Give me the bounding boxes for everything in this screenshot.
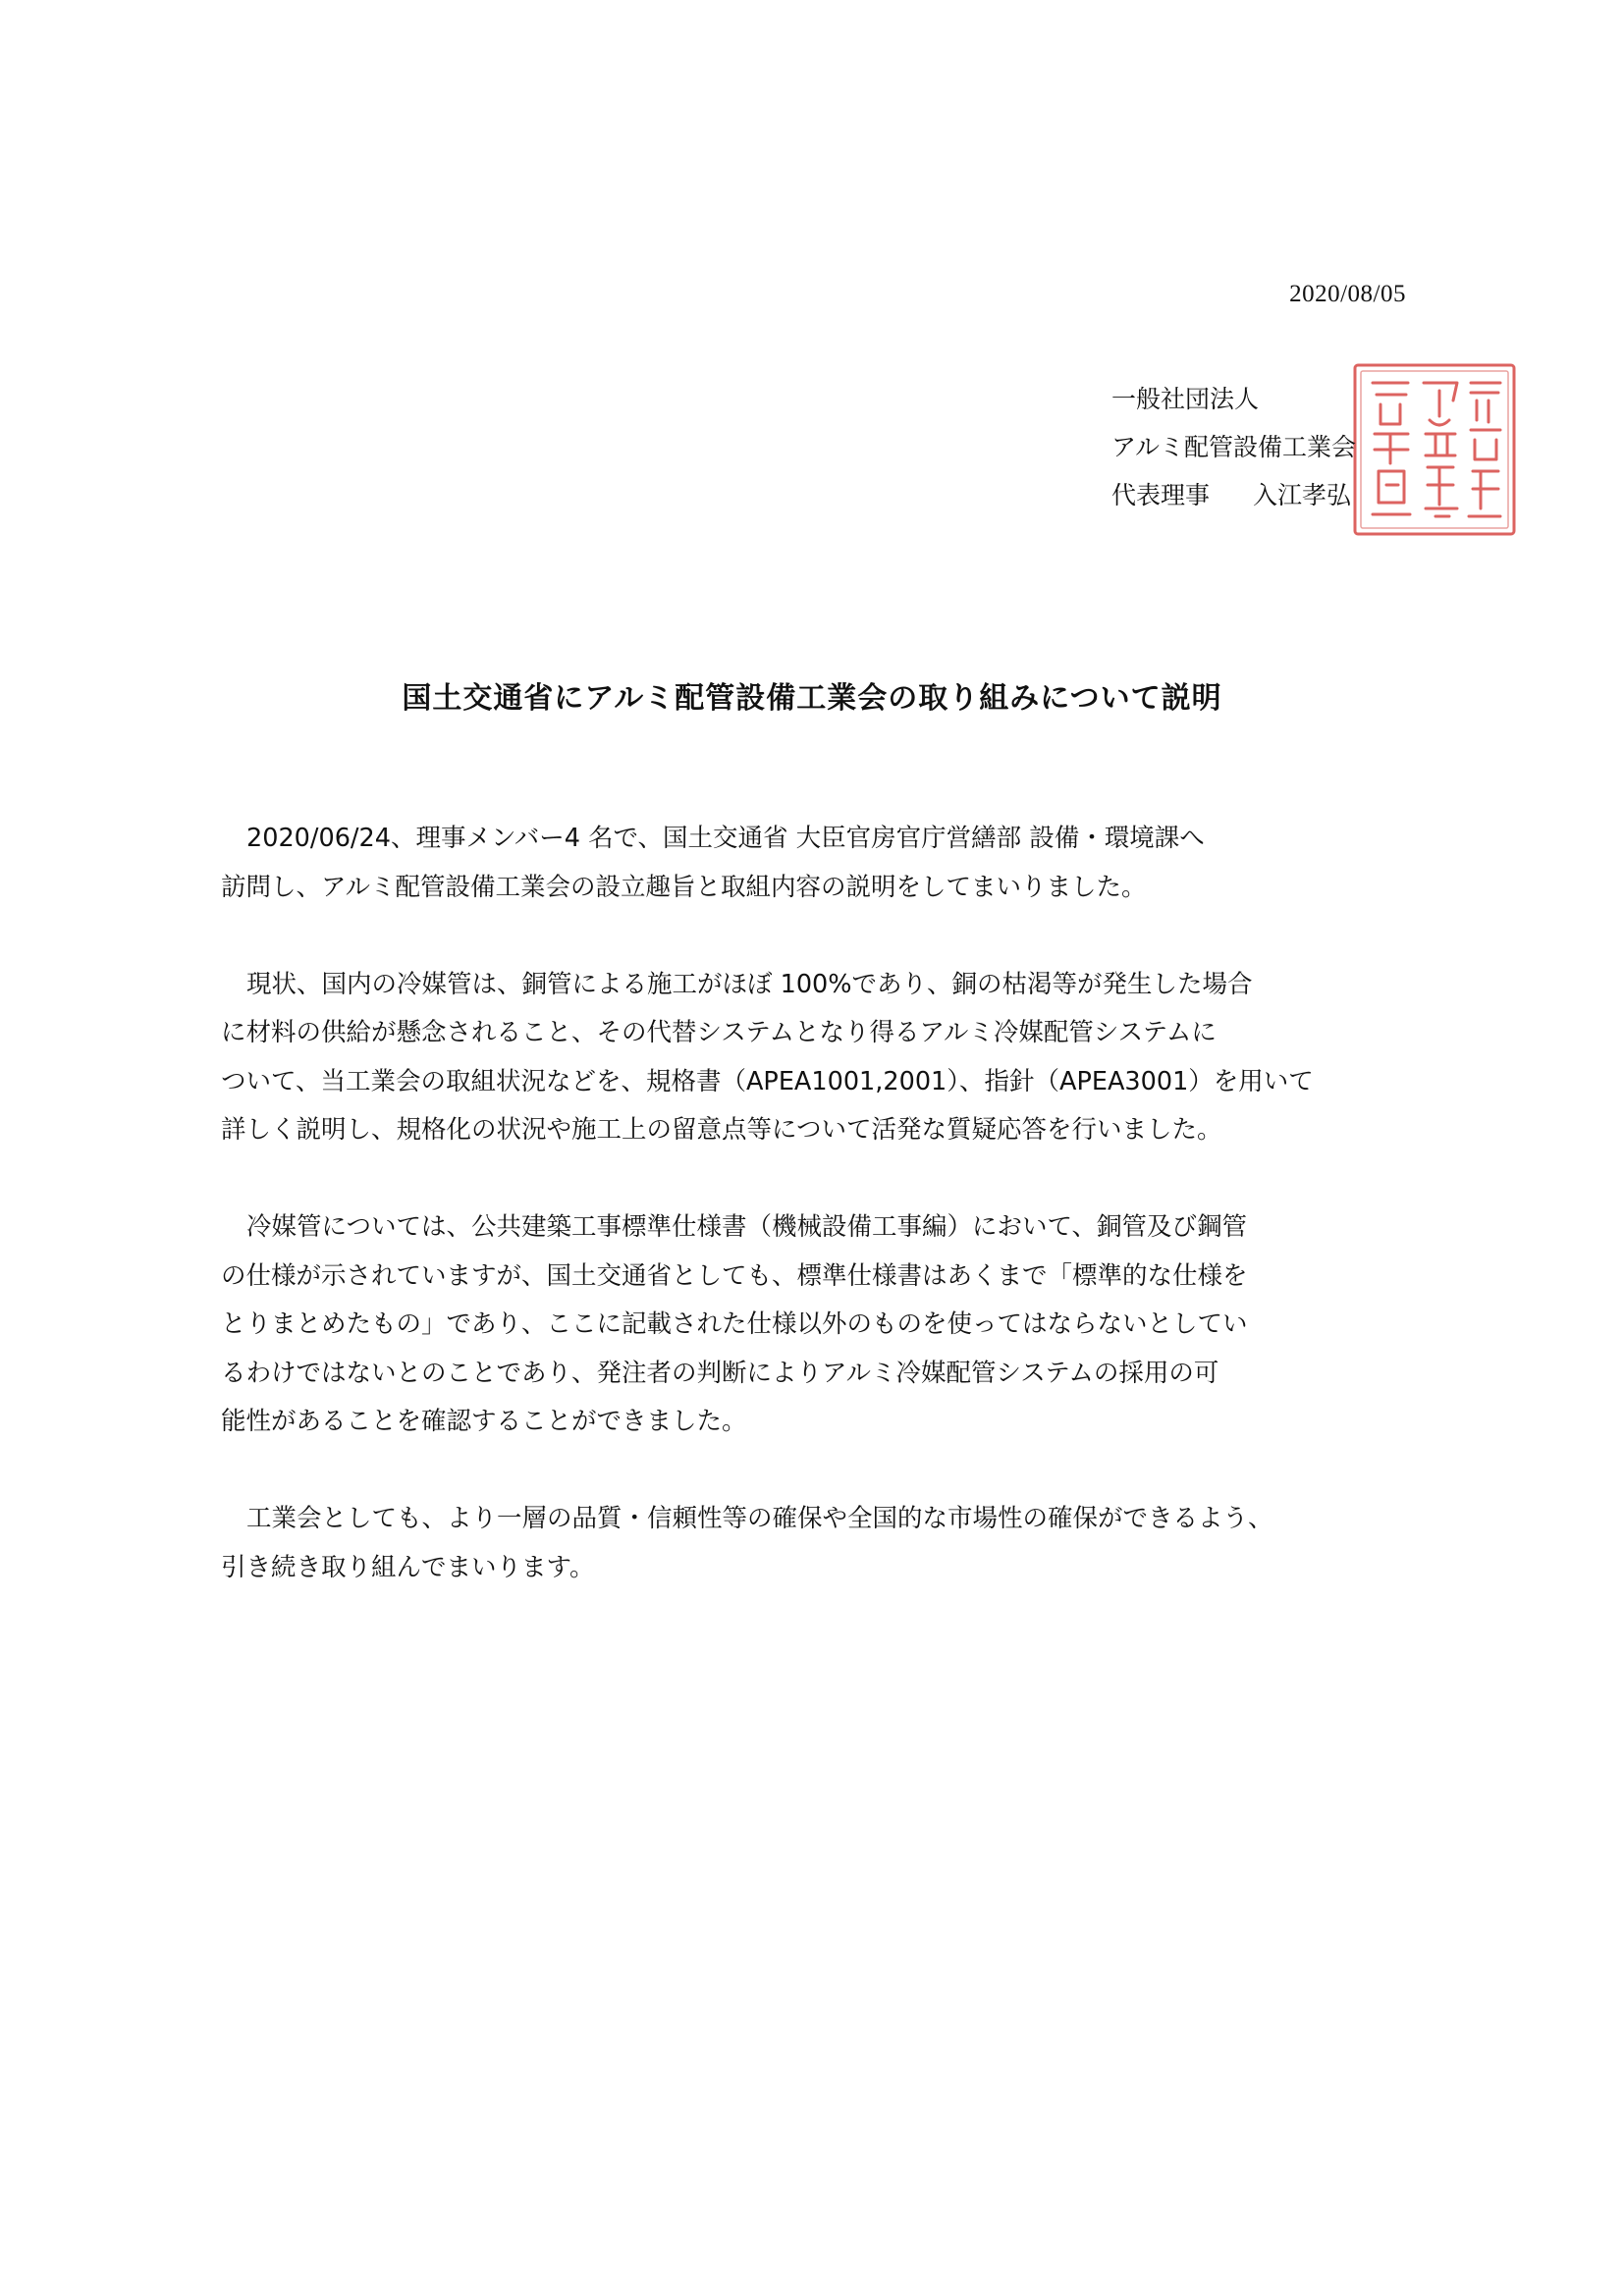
document-body: [221, 815, 1448, 1641]
paragraph-line: とりまとめたもの」であり、ここに記載された仕様以外のものを使ってはならないとしてい: [221, 1309, 1248, 1339]
paragraph-2: [221, 961, 1448, 1155]
document-date: 2020/08/05: [1289, 281, 1406, 307]
paragraph-line: 引き続き取り組んでまいります。: [221, 1552, 595, 1582]
paragraph-line: ついて、当工業会の取組状況などを、規格書（APEA1001,2001）、指針（APEA3001）を用いて: [221, 1066, 1314, 1096]
paragraph-line: 訪問し、アルミ配管設備工業会の設立趣旨と取組内容の説明をしてまいりました。: [221, 872, 1147, 902]
sender-org-name: アルミ配管設備工業会: [1111, 433, 1357, 461]
official-seal-stamp: [1351, 361, 1518, 538]
paragraph-line: 能性があることを確認することができました。: [221, 1407, 747, 1436]
sender-representative: [1111, 471, 1356, 519]
paragraph-line: 2020/06/24、理事メンバー4 名で、国土交通省 大臣官房官庁営繕部 設備・環境課へ: [246, 824, 1205, 853]
paragraph-3: [221, 1203, 1448, 1447]
rep-title: 代表理事: [1111, 481, 1211, 509]
paragraph-line: 冷媒管については、公共建築工事標準仕様書（機械設備工事編）において、銅管及び鋼管: [246, 1212, 1247, 1242]
paragraph-1: [221, 815, 1448, 912]
paragraph-line: に材料の供給が懸念されること、その代替システムとなり得るアルミ冷媒配管システムに: [221, 1018, 1217, 1047]
paragraph-4: [221, 1495, 1448, 1592]
paragraph-line: 現状、国内の冷媒管は、銅管による施工がほぼ 100%であり、銅の枯渇等が発生した場合: [246, 969, 1253, 999]
paragraph-line: るわけではないとのことであり、発注者の判断によりアルミ冷媒配管システムの採用の可: [221, 1358, 1219, 1388]
paragraph-line: 工業会としても、より一層の品質・信頼性等の確保や全国的な市場性の確保ができるよう、: [246, 1504, 1273, 1533]
paragraph-line: 詳しく説明し、規格化の状況や施工上の留意点等について活発な質疑応答を行いました。: [221, 1115, 1222, 1145]
paragraph-line: の仕様が示されていますが、国土交通省としても、標準仕様書はあくまで「標準的な仕様を: [221, 1260, 1248, 1291]
sender-org-type: 一般社団法人: [1111, 385, 1260, 413]
sender-block: [1111, 375, 1356, 519]
document-title: 国土交通省にアルミ配管設備工業会の取り組みについて説明: [402, 681, 1222, 716]
rep-name: 入江孝弘: [1253, 481, 1352, 509]
